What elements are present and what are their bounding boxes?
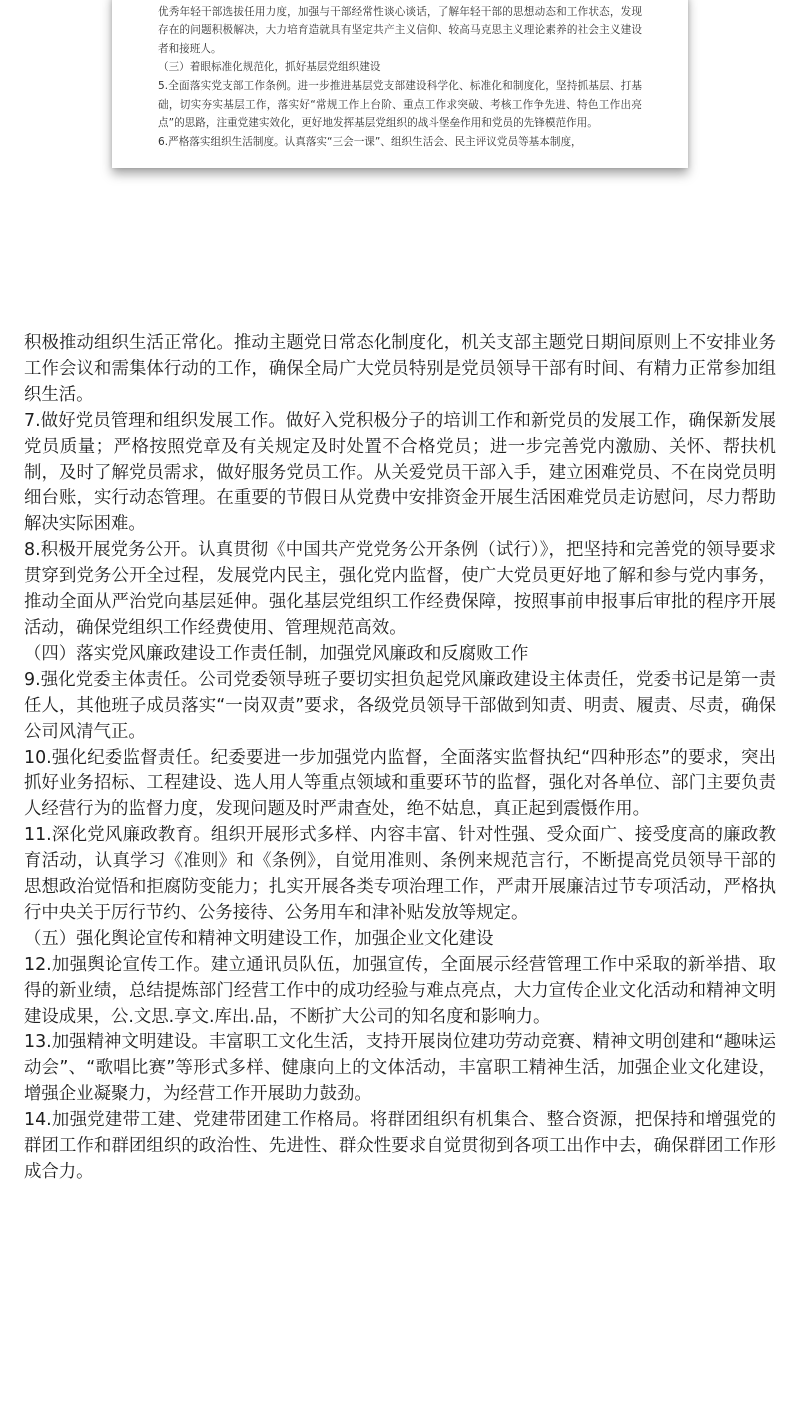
preview-paragraph: 优秀年轻干部选拔任用力度，加强与干部经常性谈心谈话，了解年轻干部的思想动态和工作状态，发现存在的问题积极解决，大力培育造就具有坚定共产主义信仰、较高马克思主义理论素养的社会主义建设者和接班人。 (158, 5, 642, 55)
paragraph-item-14: 14.加强党建带工建、党建带团建工作格局。将群团组织有机集合、整合资源，把保持和增强党的群团工作和群团组织的政治性、先进性、群众性要求自觉贯彻到各项工出作中去，确保群团工作形成合力。 (24, 1110, 776, 1182)
section-heading-4: （四）落实党风廉政建设工作责任制，加强党风廉政和反腐败工作 (24, 643, 529, 664)
preview-section-heading: （三）着眼标准化规范化，抓好基层党组织建设 (158, 61, 381, 74)
paragraph-item-7: 7.做好党员管理和组织发展工作。做好入党积极分子的培训工作和新党员的发展工作，确保新发展党员质量；严格按照党章及有关规定及时处置不合格党员；进一步完善党内激励、关怀、帮扶机制，及时了解党员需求，做好服务党员工作。从关爱党员干部入手，建立困难党员、不在岗党员明细台账，实行动态管理。在重要的节假日从党费中安排资金开展生活困难党员走访慰问，尽力帮助解决实际困难。 (24, 410, 776, 535)
paragraph-item-12: 12.加强舆论宣传工作。建立通讯员队伍，加强宣传，全面展示经营管理工作中采取的新举措、取得的新业绩，总结提炼部门经营工作中的成功经验与难点亮点，大力宣传企业文化活动和精神文明建设成果，公.文思.享文.库出.品，不断扩大公司的知名度和影响力。 (24, 954, 776, 1027)
paragraph-item-9: 9.强化党委主体责任。公司党委领导班子要切实担负起党风廉政建设主体责任，党委书记是第一责任人，其他班子成员落实“一岗双责”要求，各级党员领导干部做到知责、明责、履责、尽责，确保公司风清气正。 (24, 669, 776, 742)
paragraph-item-11: 11.深化党风廉政教育。组织开展形式多样、内容丰富、针对性强、受众面广、接受度高的廉政教育活动，认真学习《准则》和《条例》，自觉用准则、条例来规范言行，不断提高党员领导干部的思想政治觉悟和拒腐防变能力；扎实开展各类专项治理工作，严肃开展廉洁过节专项活动，严格执行中央关于厉行节约、公务接待、公务用车和津补贴发放等规定。 (24, 825, 776, 923)
paragraph-item-10: 10.强化纪委监督责任。纪委要进一步加强党内监督，全面落实监督执纪“四种形态”的要求，突出抓好业务招标、工程建设、选人用人等重点领域和重要环节的监督，强化对各单位、部门主要负责人经营行为的监督力度，发现问题及时严肃查处，绝不姑息，真正起到震慑作用。 (24, 747, 776, 820)
document-preview-card (112, 0, 688, 168)
paragraph: 积极推动组织生活正常化。推动主题党日常态化制度化，机关支部主题党日期间原则上不安排业务工作会议和需集体行动的工作，确保全局广大党员特别是党员领导干部有时间、有精力正常参加组织生活。 (24, 333, 776, 405)
document-body (24, 331, 776, 1186)
preview-text (158, 0, 642, 151)
preview-paragraph: 5.全面落实党支部工作条例。进一步推进基层党支部建设科学化、标准化和制度化，坚持抓基层、打基础，切实夯实基层工作，落实好“常规工作上台阶、重点工作求突破、考核工作争先进、特色工作出亮点”的思路，注重党建实效化，更好地发挥基层党组织的战斗堡垒作用和党员的先锋模范作用。 (158, 79, 642, 130)
preview-paragraph: 6.严格落实组织生活制度。认真落实“三会一课”、组织生活会、民主评议党员等基本制度， (158, 135, 582, 148)
paragraph-item-13: 13.加强精神文明建设。丰富职工文化生活，支持开展岗位建功劳动竞赛、精神文明创建和“趣味运动会”、“歌唱比赛”等形式多样、健康向上的文体活动，丰富职工精神生活，加强企业文化建设，增强企业凝聚力，为经营工作开展助力鼓劲。 (24, 1032, 776, 1105)
paragraph-item-8: 8.积极开展党务公开。认真贯彻《中国共产党党务公开条例（试行）》，把坚持和完善党的领导要求贯穿到党务公开全过程，发展党内民主，强化党内监督，使广大党员更好地了解和参与党内事务，推动全面从严治党向基层延伸。强化基层党组织工作经费保障，按照事前申报事后审批的程序开展活动，确保党组织工作经费使用、管理规范高效。 (24, 540, 776, 638)
section-heading-5: （五）强化舆论宣传和精神文明建设工作，加强企业文化建设 (24, 928, 494, 949)
